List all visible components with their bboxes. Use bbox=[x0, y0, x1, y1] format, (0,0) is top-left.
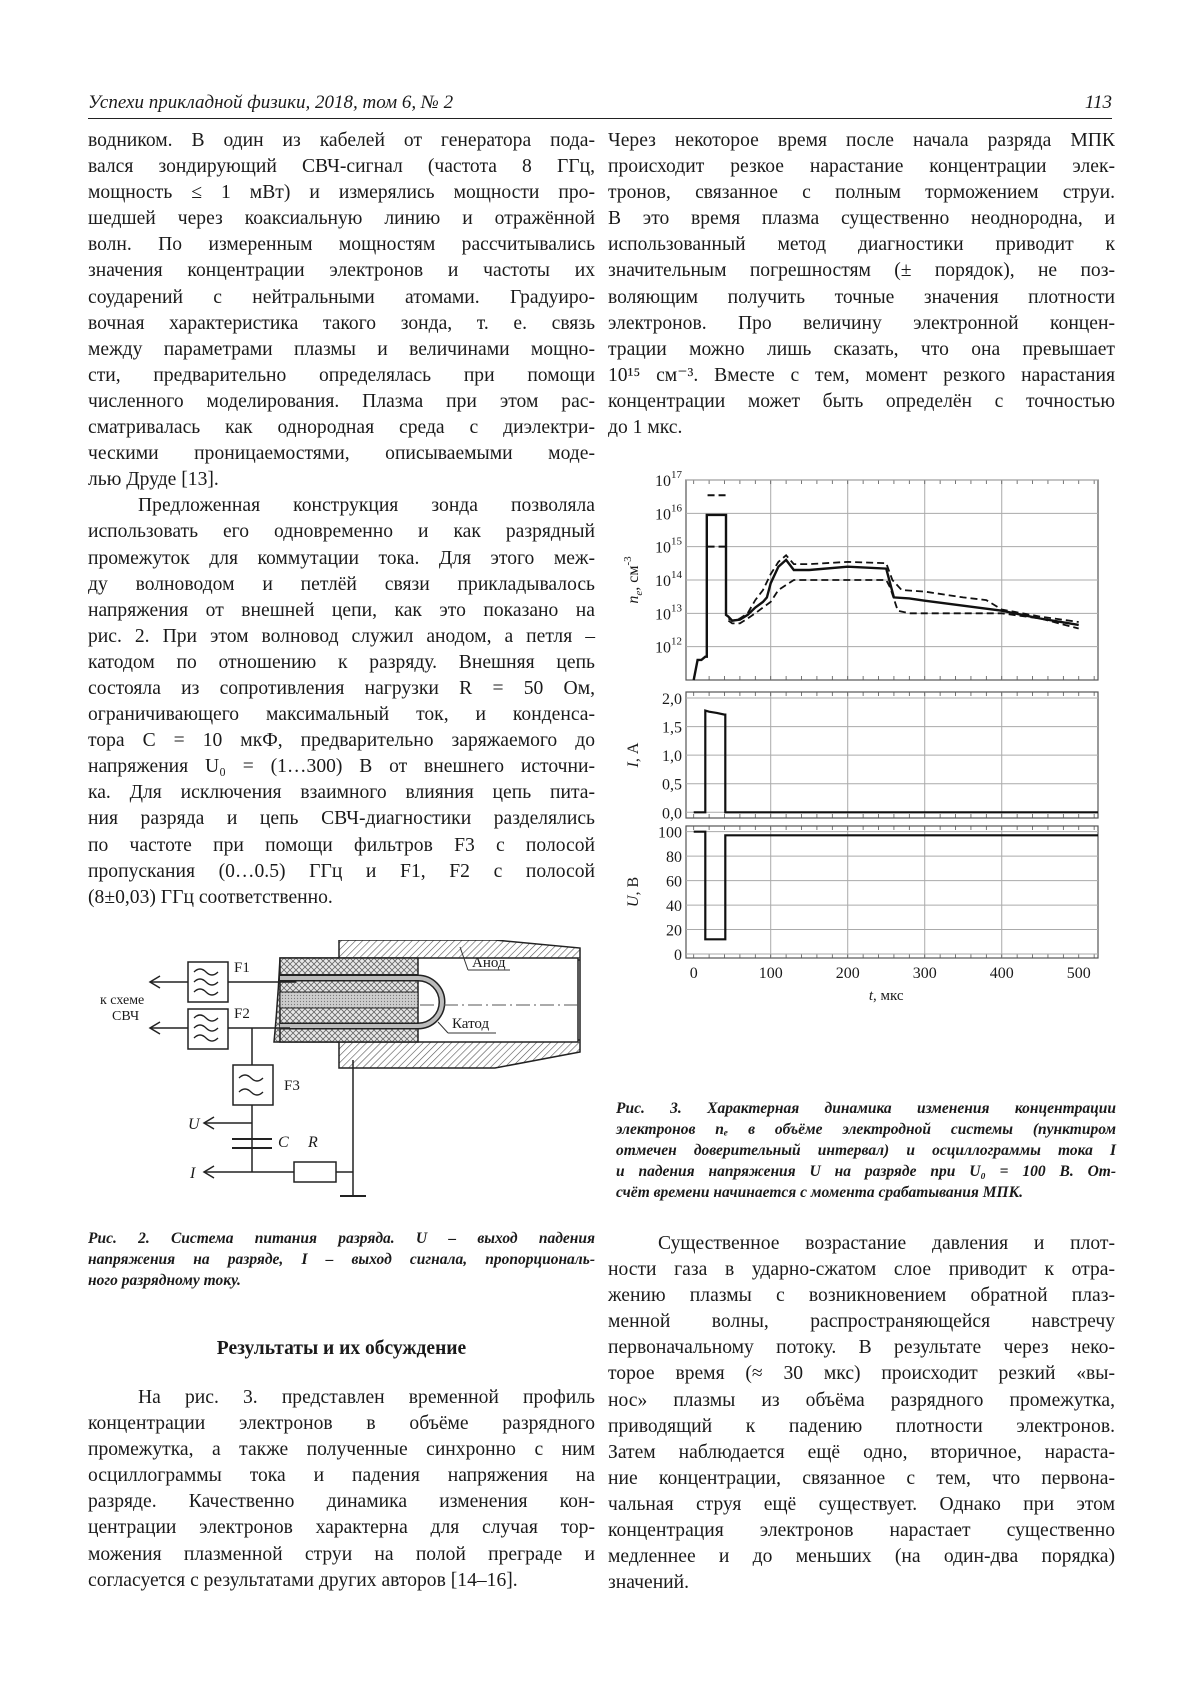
capacitor bbox=[232, 1134, 289, 1151]
to-microwave-label-1: к схеме bbox=[100, 993, 145, 1008]
caption-line: Рис. 2. Система питания разряда. U – выход падения bbox=[88, 1230, 595, 1247]
paragraph-probe-description bbox=[88, 128, 595, 493]
y-axis-label-current: I, А bbox=[625, 742, 642, 768]
anode-label: Анод bbox=[472, 955, 506, 971]
text-line: лью Друде [13]. bbox=[88, 469, 219, 491]
text-line: концентрация электронов нарастает существенно bbox=[608, 1520, 1115, 1542]
text-line: промежуток для коммутации тока. Для этого меж- bbox=[88, 547, 595, 569]
u-output-label: U bbox=[188, 1116, 200, 1133]
left-column bbox=[88, 128, 595, 911]
paragraph-concentration-rise bbox=[608, 128, 1115, 441]
text-line: значения концентрации электронов и частоты их bbox=[88, 260, 595, 282]
text-line: вочная характеристика такого зонда, т. е. связь bbox=[88, 312, 595, 334]
text-line: ности газа в ударно-сжатом слое приводит к отра- bbox=[608, 1259, 1115, 1281]
text-line: состояла из сопротивления нагрузки R = 50 Ом, bbox=[88, 677, 595, 699]
paragraph-probe-construction bbox=[88, 493, 595, 911]
text-line: жению плазмы с возникновением обратной плаз- bbox=[608, 1285, 1115, 1307]
y-tick-label: 40 bbox=[666, 898, 682, 916]
running-header bbox=[88, 88, 1112, 119]
text-line: Предложенная конструкция зонда позволяла bbox=[138, 495, 595, 517]
text-line: Затем наблюдается ещё одно, вторичное, нараста- bbox=[608, 1441, 1115, 1463]
y-tick-label: $10^{15}$ bbox=[655, 535, 682, 557]
text-line: На рис. 3. представлен временной профиль bbox=[138, 1387, 595, 1408]
text-line: по частоте при помощи фильтров F3 с полосой bbox=[88, 834, 595, 856]
figure-2-circuit-diagram bbox=[80, 940, 600, 1220]
y-tick-label: $10^{14}$ bbox=[655, 569, 682, 590]
x-tick-label: 100 bbox=[758, 965, 783, 982]
text-line: нос» плазмы из объёма разрядного промежутка, bbox=[608, 1389, 1115, 1411]
y-tick-label: 0,5 bbox=[662, 776, 682, 794]
text-line: воляющим получить точные значения плотности bbox=[608, 286, 1115, 308]
voltage-chart bbox=[625, 825, 1098, 964]
x-tick-label: 400 bbox=[989, 965, 1014, 982]
text-line: рис. 2. При этом волновод служил анодом, а петля – bbox=[88, 625, 595, 647]
y-tick-label: $10^{13}$ bbox=[655, 602, 682, 624]
text-line: торое время (≈ 30 мкс) происходит резкий «вы- bbox=[608, 1363, 1115, 1385]
filter-f2 bbox=[150, 1006, 290, 1049]
text-line: разряде. Качественно динамика изменения кон- bbox=[88, 1491, 595, 1513]
text-line: сти, предварительно определялась при помощи bbox=[88, 364, 595, 386]
text-line: соударений с нейтральными атомами. Градуиро- bbox=[88, 286, 595, 308]
figure-2-caption bbox=[88, 1228, 595, 1291]
resistor-label: R bbox=[308, 1134, 318, 1151]
caption-line: напряжения на разряде, I – выход сигнала, пропорциональ- bbox=[88, 1251, 595, 1268]
f2-label: F2 bbox=[234, 1006, 250, 1022]
y-tick-label: 100 bbox=[658, 824, 682, 842]
y-tick-label: 0 bbox=[674, 947, 682, 964]
text-line: мощность ≤ 1 мВт) и измерялись мощности про- bbox=[88, 182, 595, 204]
current-chart bbox=[625, 691, 1098, 822]
x-tick-label: 0 bbox=[689, 965, 698, 982]
text-line: шедшей через коаксиальную линию и отражённой bbox=[88, 208, 595, 230]
filter-f1 bbox=[150, 960, 296, 1002]
y-axis-label-voltage: U, В bbox=[625, 876, 642, 908]
y-axis-label-ne: $n_e$, $см^{-3}$ bbox=[622, 556, 645, 604]
caption-line: ного разрядному току. bbox=[88, 1272, 241, 1289]
text-line: В это время плазма существенно неоднородна, и bbox=[608, 208, 1115, 230]
filter-f3 bbox=[233, 1028, 300, 1172]
text-line: чальная струя ещё существует. Однако при этом bbox=[608, 1493, 1115, 1515]
coaxial-cables bbox=[274, 958, 442, 1042]
text-line: тора C = 10 мкФ, предварительно заряжаемого до bbox=[88, 730, 595, 752]
text-line: значений. bbox=[608, 1572, 690, 1594]
i-output-label: I bbox=[190, 1165, 196, 1182]
section-heading: Результаты и их обсуждение bbox=[216, 1338, 467, 1359]
text-line: волн. По измеренным мощностям рассчитывались bbox=[88, 234, 595, 256]
text-line: центрации электронов характерна для случая тор- bbox=[88, 1517, 595, 1539]
x-tick-label: 500 bbox=[1066, 965, 1091, 982]
paragraph-results bbox=[88, 1385, 595, 1594]
text-line: ограничивающего максимальный ток, и конденса- bbox=[88, 704, 595, 726]
figure-3-caption bbox=[616, 1098, 1116, 1203]
text-line: можения плазменной струи на полой преграде и bbox=[88, 1543, 595, 1565]
text-line: ка. Для исключения взаимного влияния цепь пита- bbox=[88, 782, 595, 804]
text-line: численного моделирования. Плазма при этом рас- bbox=[88, 390, 595, 412]
text-line: первоначальному потоку. В результате через неко- bbox=[608, 1337, 1115, 1359]
y-tick-label: 20 bbox=[666, 922, 682, 940]
text-line: Существенное возрастание давления и плот- bbox=[658, 1233, 1115, 1254]
text-line: тронов, связанное с полным торможением струи. bbox=[608, 182, 1115, 204]
text-line: использованный метод диагностики приводит к bbox=[608, 234, 1115, 256]
text-line: медленнее и до меньших (на один-два порядка) bbox=[608, 1546, 1115, 1568]
paragraph-plasma-reflection bbox=[608, 1231, 1115, 1596]
page-number: 113 bbox=[1084, 92, 1112, 113]
y-tick-label: $10^{17}$ bbox=[655, 470, 682, 490]
text-line: ние концентрации, связанное с тем, что первона- bbox=[608, 1467, 1115, 1489]
text-line: вался зондирующий СВЧ-сигнал (частота 8 ГГц, bbox=[88, 156, 595, 178]
text-line: катодом по отношению к разряду. Внешняя цепь bbox=[88, 651, 595, 673]
y-tick-label: 1,0 bbox=[662, 748, 682, 766]
caption-line: отмечен доверительный интервал) и осциллограммы тока I bbox=[616, 1142, 1116, 1159]
text-line: приводящий к падению плотности электронов. bbox=[608, 1415, 1115, 1437]
text-line: между параметрами плазмы и величинами мощно- bbox=[88, 338, 595, 360]
electron-density-chart bbox=[622, 470, 1098, 680]
text-line: концентрации может быть определён с точностью bbox=[608, 390, 1115, 412]
text-line: осциллограммы тока и падения напряжения на bbox=[88, 1465, 595, 1487]
text-line: (8±0,03) ГГц соответственно. bbox=[88, 886, 333, 908]
text-line: значительным погрешностям (± порядок), не поз- bbox=[608, 260, 1115, 282]
caption-line: и падения напряжения U на разряде при U₀ = 100 В. От- bbox=[616, 1163, 1116, 1180]
figure-3-charts bbox=[610, 470, 1110, 1015]
text-line: ческими проницаемостями, описываемыми моде- bbox=[88, 443, 595, 465]
y-tick-label: 2,0 bbox=[662, 691, 682, 708]
text-line: ния разряда и цепь СВЧ-диагностики разделялись bbox=[88, 808, 595, 830]
text-line: сматривалась как однородная среда с диэлектри- bbox=[88, 417, 595, 439]
text-line: происходит резкое нарастание концентрации элек- bbox=[608, 156, 1115, 178]
text-line: Через некоторое время после начала разряда МПК bbox=[608, 130, 1115, 151]
capacitor-label: C bbox=[278, 1134, 289, 1151]
to-microwave-label-2: СВЧ bbox=[112, 1009, 140, 1024]
text-line: промежутка, а также полученные синхронно с ним bbox=[88, 1439, 595, 1461]
text-line: напряжения U₀ = (1…300) В от внешнего источни- bbox=[88, 756, 595, 778]
text-line: пропускания (0…0.5) ГГц и F1, F2 с полосой bbox=[88, 860, 595, 882]
caption-line: электронов nₑ в объёме электродной системы (пунктиром bbox=[616, 1121, 1116, 1138]
text-line: напряжения от внешней цепи, как это показано на bbox=[88, 599, 595, 621]
cathode-label: Катод bbox=[452, 1016, 490, 1032]
y-tick-label: 80 bbox=[666, 849, 682, 867]
f1-label: F1 bbox=[234, 960, 250, 976]
x-tick-label: 200 bbox=[835, 965, 860, 982]
text-line: трации можно лишь сказать, что она превышает bbox=[608, 338, 1115, 360]
text-line: ду волноводом и петлёй связи прикладывалось bbox=[88, 573, 595, 595]
text-line: использовать его одновременно и как разрядный bbox=[88, 521, 595, 543]
x-axis-label: t, мкс bbox=[868, 988, 904, 1004]
text-line: менной волны, распространяющейся навстречу bbox=[608, 1311, 1115, 1333]
text-line: концентрации электронов в объёме разрядного bbox=[88, 1413, 595, 1435]
text-line: водником. В один из кабелей от генератора пода- bbox=[88, 130, 595, 151]
y-tick-label: 0,0 bbox=[662, 805, 682, 823]
caption-line: Рис. 3. Характерная динамика изменения концентрации bbox=[616, 1100, 1116, 1117]
caption-line: счёт времени начинается с момента срабатывания МПК. bbox=[616, 1184, 1023, 1201]
resistor bbox=[294, 1134, 336, 1182]
journal-title: Успехи прикладной физики, 2018, том 6, № 2 bbox=[88, 92, 454, 113]
text-line: электронов. Про величину электронной концен- bbox=[608, 312, 1115, 334]
text-line: согласуется с результатами других авторов [14–16]. bbox=[88, 1569, 518, 1591]
y-tick-label: $10^{12}$ bbox=[655, 635, 682, 657]
f3-label: F3 bbox=[284, 1078, 300, 1094]
text-line: до 1 мкс. bbox=[608, 417, 683, 439]
text-line: 10¹⁵ см⁻³. Вместе с тем, момент резкого нарастания bbox=[608, 364, 1115, 386]
y-tick-label: 1,5 bbox=[662, 719, 682, 737]
y-tick-label: 60 bbox=[666, 873, 682, 891]
y-tick-label: $10^{16}$ bbox=[655, 502, 682, 524]
x-tick-label: 300 bbox=[912, 965, 937, 982]
